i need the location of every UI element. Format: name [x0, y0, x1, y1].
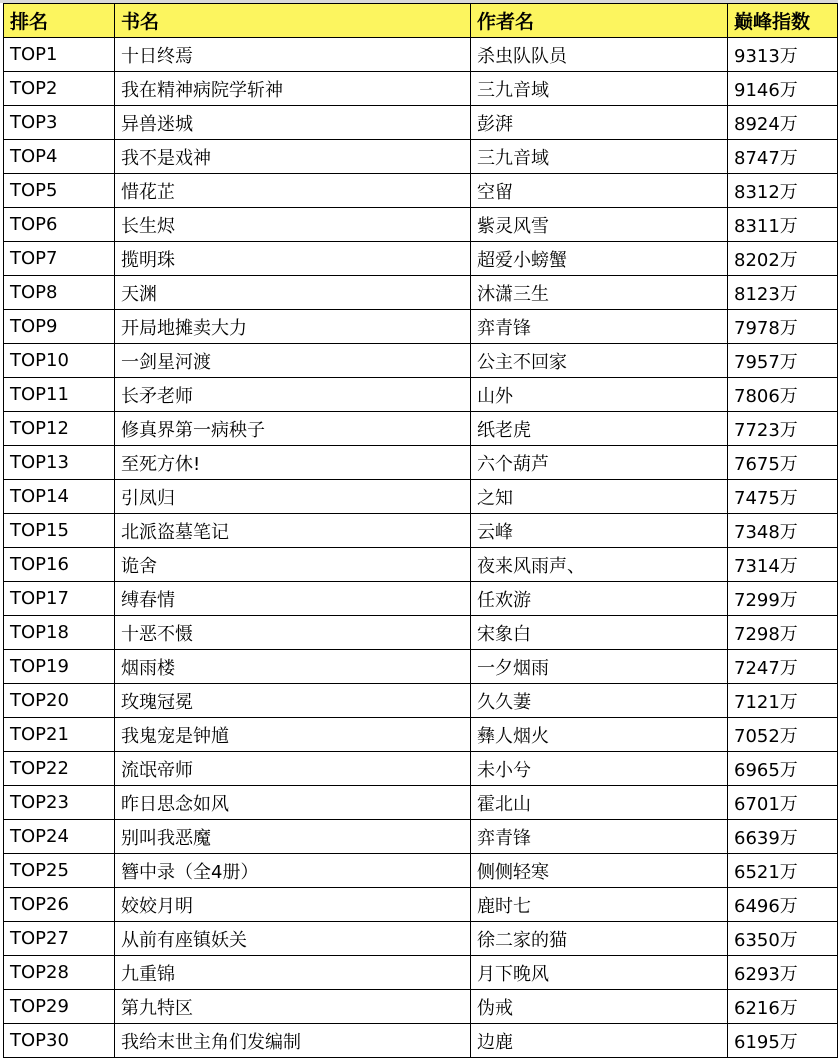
cell-peak-index[interactable]: 6701万 [728, 786, 838, 820]
header-rank[interactable]: 排名 [4, 4, 115, 38]
cell-book-title[interactable]: 九重锦 [115, 956, 471, 990]
table-row [4, 310, 838, 344]
cell-peak-index[interactable]: 6496万 [728, 888, 838, 922]
cell-rank[interactable]: TOP28 [4, 956, 115, 990]
cell-author[interactable]: 超爱小螃蟹 [471, 242, 728, 276]
cell-rank[interactable]: TOP26 [4, 888, 115, 922]
cell-book-title[interactable]: 我不是戏神 [115, 140, 471, 174]
cell-author[interactable]: 山外 [471, 378, 728, 412]
cell-rank[interactable]: TOP16 [4, 548, 115, 582]
cell-book-title[interactable]: 姣姣月明 [115, 888, 471, 922]
cell-rank[interactable]: TOP12 [4, 412, 115, 446]
cell-rank[interactable]: TOP24 [4, 820, 115, 854]
cell-author[interactable]: 六个葫芦 [471, 446, 728, 480]
cell-author[interactable]: 月下晚风 [471, 956, 728, 990]
table-row [4, 514, 838, 548]
cell-rank[interactable]: TOP4 [4, 140, 115, 174]
cell-author[interactable]: 杀虫队队员 [471, 38, 728, 72]
cell-author[interactable]: 弈青锋 [471, 310, 728, 344]
cell-rank[interactable]: TOP18 [4, 616, 115, 650]
header-author[interactable]: 作者名 [471, 4, 728, 38]
cell-rank[interactable]: TOP15 [4, 514, 115, 548]
cell-book-title[interactable]: 北派盗墓笔记 [115, 514, 471, 548]
cell-peak-index[interactable]: 6350万 [728, 922, 838, 956]
cell-peak-index[interactable]: 7957万 [728, 344, 838, 378]
cell-author[interactable]: 三九音域 [471, 72, 728, 106]
cell-rank[interactable]: TOP22 [4, 752, 115, 786]
cell-rank[interactable]: TOP6 [4, 208, 115, 242]
cell-peak-index[interactable]: 7314万 [728, 548, 838, 582]
cell-author[interactable]: 夜来风雨声、 [471, 548, 728, 582]
cell-author[interactable]: 徐二家的猫 [471, 922, 728, 956]
cell-book-title[interactable]: 惜花芷 [115, 174, 471, 208]
cell-author[interactable]: 紫灵风雪 [471, 208, 728, 242]
table-row [4, 276, 838, 310]
cell-book-title[interactable]: 异兽迷城 [115, 106, 471, 140]
cell-peak-index[interactable]: 6195万 [728, 1024, 838, 1058]
cell-peak-index[interactable]: 7121万 [728, 684, 838, 718]
cell-peak-index[interactable]: 8311万 [728, 208, 838, 242]
cell-peak-index[interactable]: 7247万 [728, 650, 838, 684]
cell-peak-index[interactable]: 6293万 [728, 956, 838, 990]
table-row [4, 242, 838, 276]
cell-peak-index[interactable]: 8747万 [728, 140, 838, 174]
cell-author[interactable]: 一夕烟雨 [471, 650, 728, 684]
table-row [4, 582, 838, 616]
cell-peak-index[interactable]: 9146万 [728, 72, 838, 106]
cell-author[interactable]: 彝人烟火 [471, 718, 728, 752]
cell-book-title[interactable]: 长矛老师 [115, 378, 471, 412]
cell-rank[interactable]: TOP14 [4, 480, 115, 514]
cell-rank[interactable]: TOP23 [4, 786, 115, 820]
cell-book-title[interactable]: 引凤归 [115, 480, 471, 514]
table-row [4, 718, 838, 752]
table-row [4, 72, 838, 106]
cell-peak-index[interactable]: 7298万 [728, 616, 838, 650]
cell-book-title[interactable]: 至死方休! [115, 446, 471, 480]
cell-author[interactable]: 沐潇三生 [471, 276, 728, 310]
table-row [4, 922, 838, 956]
cell-author[interactable]: 任欢游 [471, 582, 728, 616]
cell-peak-index[interactable]: 8123万 [728, 276, 838, 310]
cell-book-title[interactable]: 揽明珠 [115, 242, 471, 276]
table-row [4, 140, 838, 174]
cell-book-title[interactable]: 开局地摊卖大力 [115, 310, 471, 344]
cell-rank[interactable]: TOP25 [4, 854, 115, 888]
table-row [4, 684, 838, 718]
cell-author[interactable]: 侧侧轻寒 [471, 854, 728, 888]
ranking-table [3, 3, 838, 1058]
table-row [4, 480, 838, 514]
table-row [4, 106, 838, 140]
cell-book-title[interactable]: 我给末世主角们发编制 [115, 1024, 471, 1058]
cell-book-title[interactable]: 流氓帝师 [115, 752, 471, 786]
cell-author[interactable]: 鹿时七 [471, 888, 728, 922]
table-row [4, 548, 838, 582]
cell-book-title[interactable]: 天渊 [115, 276, 471, 310]
cell-book-title[interactable]: 烟雨楼 [115, 650, 471, 684]
cell-author[interactable]: 伪戒 [471, 990, 728, 1024]
table-row [4, 344, 838, 378]
table-row [4, 38, 838, 72]
table-row [4, 854, 838, 888]
cell-author[interactable]: 霍北山 [471, 786, 728, 820]
cell-rank[interactable]: TOP19 [4, 650, 115, 684]
cell-rank[interactable]: TOP10 [4, 344, 115, 378]
cell-rank[interactable]: TOP8 [4, 276, 115, 310]
cell-author[interactable]: 弈青锋 [471, 820, 728, 854]
cell-peak-index[interactable]: 7052万 [728, 718, 838, 752]
cell-book-title[interactable]: 一剑星河渡 [115, 344, 471, 378]
cell-author[interactable]: 未小兮 [471, 752, 728, 786]
cell-rank[interactable]: TOP11 [4, 378, 115, 412]
cell-rank[interactable]: TOP20 [4, 684, 115, 718]
cell-peak-index[interactable]: 8312万 [728, 174, 838, 208]
cell-rank[interactable]: TOP9 [4, 310, 115, 344]
cell-author[interactable]: 公主不回家 [471, 344, 728, 378]
cell-peak-index[interactable]: 6521万 [728, 854, 838, 888]
cell-author[interactable]: 久久萋 [471, 684, 728, 718]
cell-peak-index[interactable]: 7806万 [728, 378, 838, 412]
cell-rank[interactable]: TOP1 [4, 38, 115, 72]
cell-author[interactable]: 边鹿 [471, 1024, 728, 1058]
table-row [4, 616, 838, 650]
cell-rank[interactable]: TOP29 [4, 990, 115, 1024]
cell-peak-index[interactable]: 8924万 [728, 106, 838, 140]
cell-rank[interactable]: TOP3 [4, 106, 115, 140]
cell-book-title[interactable]: 缚春情 [115, 582, 471, 616]
cell-author[interactable]: 三九音域 [471, 140, 728, 174]
table-row [4, 888, 838, 922]
cell-book-title[interactable]: 我鬼宠是钟馗 [115, 718, 471, 752]
cell-peak-index[interactable]: 7475万 [728, 480, 838, 514]
cell-book-title[interactable]: 诡舍 [115, 548, 471, 582]
cell-peak-index[interactable]: 6965万 [728, 752, 838, 786]
cell-book-title[interactable]: 别叫我恶魔 [115, 820, 471, 854]
table-row [4, 412, 838, 446]
cell-book-title[interactable]: 从前有座镇妖关 [115, 922, 471, 956]
cell-rank[interactable]: TOP17 [4, 582, 115, 616]
top-border [0, 0, 838, 3]
header-peak-index[interactable]: 巅峰指数 [728, 4, 838, 38]
header-book-title[interactable]: 书名 [115, 4, 471, 38]
cell-book-title[interactable]: 昨日思念如风 [115, 786, 471, 820]
cell-author[interactable]: 云峰 [471, 514, 728, 548]
table-row [4, 786, 838, 820]
cell-rank[interactable]: TOP5 [4, 174, 115, 208]
cell-book-title[interactable]: 长生烬 [115, 208, 471, 242]
cell-book-title[interactable]: 玫瑰冠冕 [115, 684, 471, 718]
cell-rank[interactable]: TOP2 [4, 72, 115, 106]
cell-author[interactable]: 宋象白 [471, 616, 728, 650]
cell-rank[interactable]: TOP13 [4, 446, 115, 480]
table-row [4, 990, 838, 1024]
cell-peak-index[interactable]: 7348万 [728, 514, 838, 548]
cell-book-title[interactable]: 十恶不慑 [115, 616, 471, 650]
table-row [4, 1024, 838, 1058]
cell-peak-index[interactable]: 8202万 [728, 242, 838, 276]
cell-book-title[interactable]: 第九特区 [115, 990, 471, 1024]
cell-book-title[interactable]: 十日终焉 [115, 38, 471, 72]
table-row [4, 752, 838, 786]
cell-author[interactable]: 之知 [471, 480, 728, 514]
table-row [4, 378, 838, 412]
cell-peak-index[interactable]: 9313万 [728, 38, 838, 72]
cell-peak-index[interactable]: 6639万 [728, 820, 838, 854]
table-row [4, 820, 838, 854]
table-row [4, 208, 838, 242]
cell-peak-index[interactable]: 6216万 [728, 990, 838, 1024]
cell-book-title[interactable]: 修真界第一病秧子 [115, 412, 471, 446]
table-row [4, 956, 838, 990]
cell-rank[interactable]: TOP27 [4, 922, 115, 956]
cell-book-title[interactable]: 我在精神病院学斩神 [115, 72, 471, 106]
cell-peak-index[interactable]: 7723万 [728, 412, 838, 446]
cell-rank[interactable]: TOP30 [4, 1024, 115, 1058]
table-row [4, 650, 838, 684]
cell-peak-index[interactable]: 7978万 [728, 310, 838, 344]
cell-rank[interactable]: TOP7 [4, 242, 115, 276]
cell-author[interactable]: 纸老虎 [471, 412, 728, 446]
header-row [4, 4, 838, 38]
table-row [4, 446, 838, 480]
table-row [4, 174, 838, 208]
cell-book-title[interactable]: 簪中录（全4册） [115, 854, 471, 888]
cell-peak-index[interactable]: 7675万 [728, 446, 838, 480]
cell-peak-index[interactable]: 7299万 [728, 582, 838, 616]
cell-author[interactable]: 彭湃 [471, 106, 728, 140]
cell-author[interactable]: 空留 [471, 174, 728, 208]
cell-rank[interactable]: TOP21 [4, 718, 115, 752]
